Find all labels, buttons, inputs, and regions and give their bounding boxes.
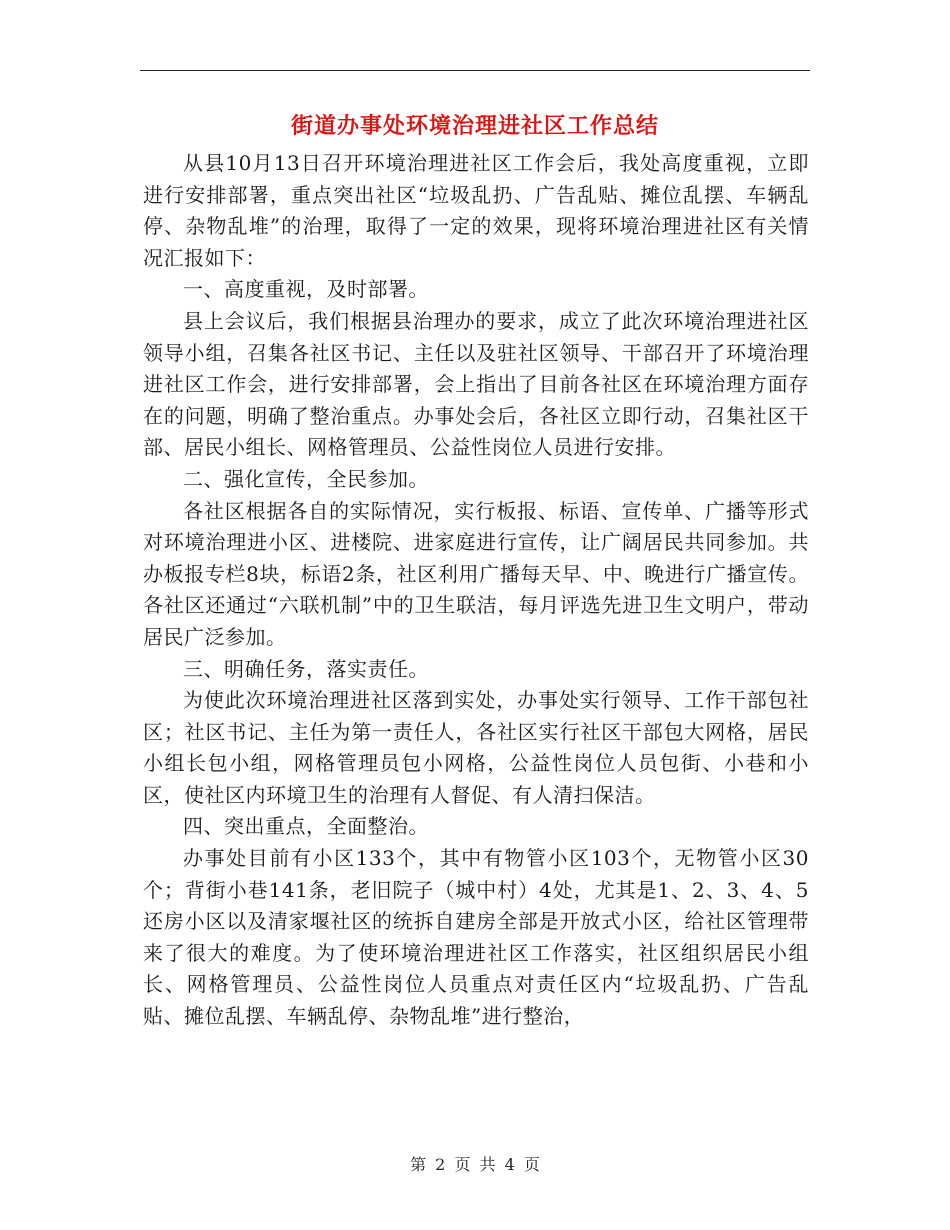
- paragraph-section-4: 办事处目前有小区133个，其中有物管小区103个，无物管小区30个；背街小巷141条，老旧院子（城中村）4处，尤其是1、2、3、4、5还房小区以及清家堰社区的统拆自建房全部是开放式小区，给社区管理带来了很大的难度。为了使环境治理进社区工作落实，社区组织居民小组长、网格管理员、公益性岗位人员重点对责任区内“垃圾乱扔、广告乱贴、摊位乱摆、车辆乱停、杂物乱堆”进行整治，: [143, 846, 809, 1029]
- document-body: [143, 148, 809, 1033]
- header-rule: [140, 70, 810, 71]
- section-heading-4: 四、突出重点，全面整治。: [183, 814, 429, 839]
- paragraph-section-2: 各社区根据各自的实际情况，实行板报、标语、宣传单、广播等形式对环境治理进小区、进楼院、进家庭进行宣传，让广阔居民共同参加。共办板报专栏8块，标语2条，社区利用广播每天早、中、晚进行广播宣传。各社区还通过“六联机制”中的卫生联洁，每月评选先进卫生文明户，带动居民广泛参加。: [143, 498, 809, 649]
- paragraph-section-1: 县上会议后，我们根据县治理办的要求，成立了此次环境治理进社区领导小组，召集各社区书记、主任以及驻社区领导、干部召开了环境治理进社区工作会，进行安排部署，会上指出了目前各社区在环境治理方面存在的问题，明确了整治重点。办事处会后，各社区立即行动，召集社区干部、居民小组长、网格管理员、公益性岗位人员进行安排。: [143, 308, 809, 460]
- section-heading-3: 三、明确任务，落实责任。: [183, 656, 429, 681]
- paragraph-section-3: 为使此次环境治理进社区落到实处，办事处实行领导、工作干部包社区；社区书记、主任为第一责任人，各社区实行社区干部包大网格，居民小组长包小组，网格管理员包小网格，公益性岗位人员包街、小巷和小区，使社区内环境卫生的治理有人督促、有人清扫保洁。: [143, 688, 809, 807]
- document-title: 街道办事处环境治理进社区工作总结: [290, 113, 659, 139]
- section-heading-1: 一、高度重视，及时部署。: [183, 277, 429, 302]
- section-heading-2: 二、强化宣传，全民参加。: [183, 466, 429, 491]
- paragraph-intro: 从县10月13日召开环境治理进社区工作会后，我处高度重视，立即进行安排部署，重点突出社区“垃圾乱扔、广告乱贴、摊位乱摆、车辆乱停、杂物乱堆”的治理，取得了一定的效果，现将环境治理进社区有关情况汇报如下：: [143, 151, 809, 270]
- page-number-footer: 第 2 页 共 4 页: [410, 1155, 540, 1174]
